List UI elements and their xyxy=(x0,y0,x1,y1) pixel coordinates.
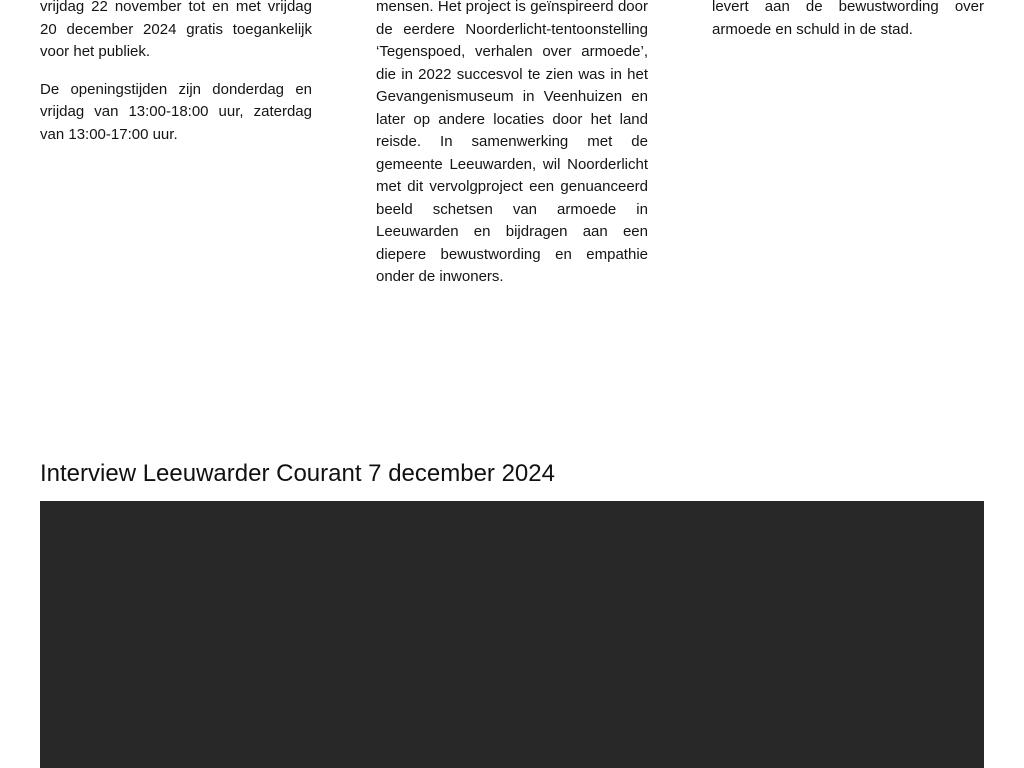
paragraph-opening-hours: De openingstijden zijn donderdag en vrijdag van 13:00-18:00 uur, zaterdag van 13:00-17:00 uur. xyxy=(40,80,312,143)
interview-heading: Interview Leeuwarder Courant 7 december 2024 xyxy=(40,460,555,487)
text-column-left xyxy=(40,0,312,161)
text-column-middle xyxy=(376,0,648,304)
paragraph-project-description: mensen. Het project is geïnspireerd door de eerdere Noorderlicht-tentoonstelling ‘Tegenspoed, verhalen over armoede’, die in 2022 succesvol te zien was in het Gevangenismuseum in Veenhuizen en later op andere locaties door het land reisde. In samenwerking met de gemeente Leeuwarden, wil Noorderlicht met dit vervolgproject een genuanceerd beeld schetsen van armoede in Leeuwarden en bijdragen aan een diepere bewustwording en empathie onder de inwoners. xyxy=(376,0,648,285)
paragraph-awareness: levert aan de bewustwording over armoede en schuld in de stad. xyxy=(712,0,984,38)
text-column-right xyxy=(712,0,984,56)
paragraph-dates: vrijdag 22 november tot en met vrijdag 20 december 2024 gratis toegankelijk voor het publiek. xyxy=(40,0,312,60)
interview-video-embed[interactable] xyxy=(40,501,984,768)
